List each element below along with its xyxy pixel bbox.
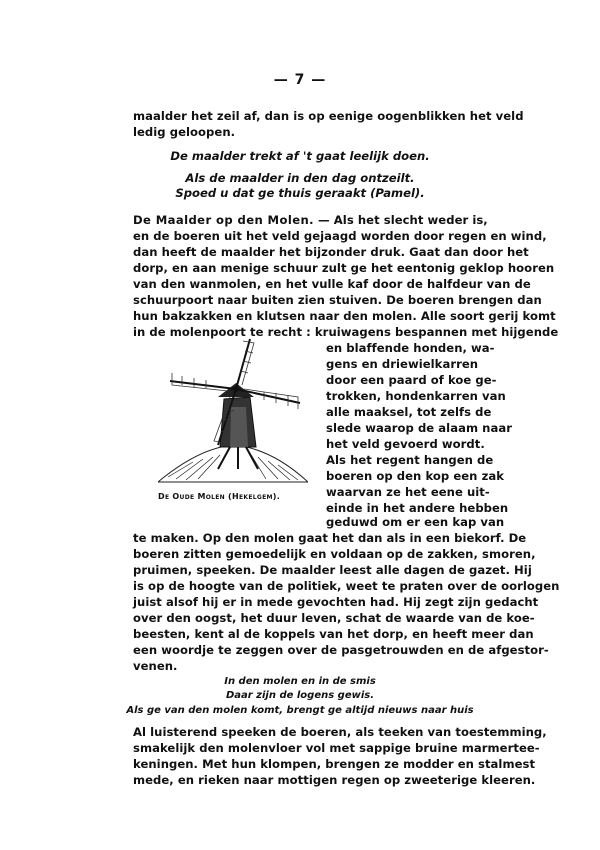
text-line: Al luisterend speeken de boeren, als teeken van toestemming, [133,725,547,739]
saying: Als de maalder in den dag ontzeilt. [185,171,415,185]
text-line: alle maaksel, tot zelfs de [326,405,492,419]
section-heading: De Maalder op den Molen. [133,213,314,227]
text-line: dan heeft de maalder het bijzonder druk. Gaat dan door het [133,245,529,259]
text-line: maalder het zeil af, dan is op eenige oogenblikken het veld [133,109,524,123]
text-line: einde in het andere hebben [326,501,509,515]
windmill-illustration [158,337,308,485]
text-line: waarvan ze het eene uit- [326,485,490,499]
text-line: van den wanmolen, en het vulle kaf door de halfdeur van de [133,277,531,291]
text-line: slede waarop de alaam naar [326,421,512,435]
text-line: een woordje te zeggen over de pasgetrouwden en de afgestor- [133,643,549,657]
text-line: venen. [133,659,178,673]
text-line: juist alsof hij er in mede gevochten had. Hij zegt zijn gedacht [133,595,539,609]
text-line: dorp, en aan menige schuur zult ge het eentonig geklop hooren [133,261,555,275]
heading-line-rest: — Als het slecht weder is, [313,213,488,227]
text-line: gens en driewielkarren [326,357,479,371]
text-line: boeren zitten gemoedelijk en voldaan op de zakken, smoren, [133,547,536,561]
text-line: schuurpoort naar buiten zien stuiven. De boeren brengen dan [133,293,542,307]
text-line: boeren op den kop een zak [326,469,504,483]
text-line: over den oogst, het duur leven, schat de waarde van de koe- [133,611,535,625]
text-line: geduwd om er een kap van [326,515,505,529]
text-line: het veld gevoerd wordt. [326,437,485,451]
text-line: smakelijk den molenvloer vol met sappige bruine marmertee- [133,741,540,755]
text-line: en blaffende honden, wa- [326,341,495,355]
text-line: is op de hoogte van de politiek, weet te praten over de oorlogen [133,579,560,593]
text-line: te maken. Op den molen gaat het dan als in een biekorf. De [133,531,527,545]
text-line: keningen. Met hun klompen, brengen ze modder en stalmest [133,757,536,771]
text-line: in de molenpoort te recht : kruiwagens bespannen met hijgende [133,325,559,339]
text-line: mede, en rieken naar mottigen regen op zweeterige kleeren. [133,773,536,787]
saying: In den molen en in de smis [224,676,376,687]
saying: Daar zijn de logens gewis. [225,690,375,701]
text-line: door een paard of koe ge- [326,373,497,387]
saying: Spoed u dat ge thuis geraakt (Pamel). [175,186,425,200]
saying: De maalder trekt af 't gaat leelijk doen. [170,149,430,163]
saying: Als ge van den molen komt, brengt ge altijd nieuws naar huis [126,705,474,716]
illustration-caption: De Oude Molen (Hekelgem). [158,492,281,501]
heading-line [133,212,488,228]
text-line: en de boeren uit het veld gejaagd worden door regen en wind, [133,229,547,243]
text-line: trokken, hondenkarren van [326,389,506,403]
text-line: hun bakzakken en klutsen naar den molen. Alle soort gerij komt [133,309,556,323]
text-line: beesten, kent al de koppels van het dorp, en heeft meer dan [133,627,534,641]
text-line: Als het regent hangen de [326,453,494,467]
page-number: — 7 — [273,72,327,88]
text-line: ledig geloopen. [133,125,236,139]
text-line: pruimen, speeken. De maalder leest alle dagen de gazet. Hij [133,563,532,577]
